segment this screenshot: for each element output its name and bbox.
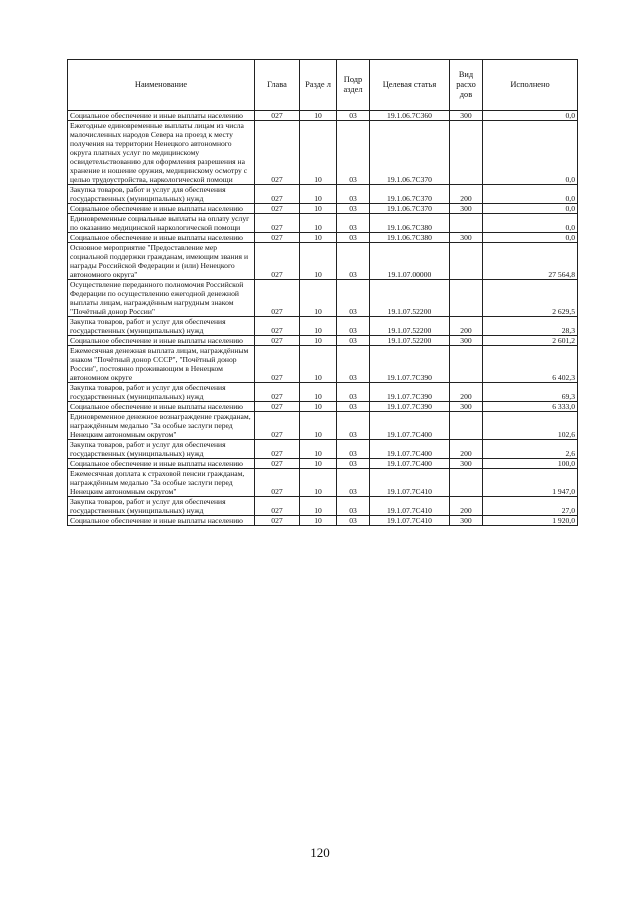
header-executed: Исполнено	[483, 60, 578, 111]
table-row	[68, 516, 578, 526]
cell-executed: 1 947,0	[483, 469, 578, 497]
table-row	[68, 383, 578, 402]
cell-glava: 027	[255, 111, 300, 121]
cell-executed: 0,0	[483, 121, 578, 185]
budget-table	[67, 59, 578, 526]
cell-target: 19.1.07.7С410	[370, 469, 450, 497]
table-row	[68, 214, 578, 233]
cell-vid	[450, 214, 483, 233]
cell-glava: 027	[255, 233, 300, 243]
cell-podrazdel: 03	[337, 233, 370, 243]
cell-target: 19.1.07.7С390	[370, 346, 450, 383]
cell-glava: 027	[255, 214, 300, 233]
cell-podrazdel: 03	[337, 214, 370, 233]
cell-podrazdel: 03	[337, 121, 370, 185]
cell-podrazdel: 03	[337, 111, 370, 121]
cell-razdel: 10	[300, 214, 337, 233]
cell-executed: 0,0	[483, 111, 578, 121]
cell-name: Ежемесячная денежная выплата лицам, награждённым знаком "Почётный донор СССР", "Почётный донор России", постоянно проживающим в Ненецком автономном округе	[68, 346, 255, 383]
cell-glava: 027	[255, 204, 300, 214]
header-podrazdel: Подр аздел	[337, 60, 370, 111]
cell-podrazdel: 03	[337, 383, 370, 402]
cell-razdel: 10	[300, 497, 337, 516]
cell-executed: 6 402,3	[483, 346, 578, 383]
cell-executed: 27,0	[483, 497, 578, 516]
cell-target: 19.1.06.7С380	[370, 233, 450, 243]
cell-podrazdel: 03	[337, 280, 370, 317]
cell-vid: 200	[450, 185, 483, 204]
cell-executed: 2 601,2	[483, 336, 578, 346]
cell-target: 19.1.06.7С360	[370, 111, 450, 121]
cell-glava: 027	[255, 469, 300, 497]
table-row	[68, 336, 578, 346]
header-razdel: Разде л	[300, 60, 337, 111]
cell-vid	[450, 243, 483, 280]
cell-vid	[450, 469, 483, 497]
table-body	[68, 111, 578, 526]
cell-target: 19.1.07.7С390	[370, 383, 450, 402]
cell-target: 19.1.07.7С410	[370, 497, 450, 516]
cell-razdel: 10	[300, 111, 337, 121]
cell-target: 19.1.07.7С400	[370, 459, 450, 469]
cell-vid: 300	[450, 516, 483, 526]
page-number: 120	[310, 845, 330, 860]
cell-target: 19.1.07.52200	[370, 280, 450, 317]
cell-glava: 027	[255, 243, 300, 280]
table-row	[68, 204, 578, 214]
table-row	[68, 346, 578, 383]
cell-target: 19.1.07.7С400	[370, 440, 450, 459]
cell-executed: 100,0	[483, 459, 578, 469]
cell-executed: 2 629,5	[483, 280, 578, 317]
table-row	[68, 402, 578, 412]
cell-glava: 027	[255, 346, 300, 383]
cell-target: 19.1.07.7С410	[370, 516, 450, 526]
cell-razdel: 10	[300, 317, 337, 336]
cell-glava: 027	[255, 402, 300, 412]
cell-name: Закупка товаров, работ и услуг для обеспечения государственных (муниципальных) нужд	[68, 317, 255, 336]
cell-target: 19.1.07.52200	[370, 317, 450, 336]
cell-name: Осуществление переданного полномочия Российской Федерации по осуществлению ежегодной денежной выплаты лицам, награждённым нагрудным знаком "Почётный донор России"	[68, 280, 255, 317]
cell-glava: 027	[255, 280, 300, 317]
cell-name: Социальное обеспечение и иные выплаты населению	[68, 459, 255, 469]
budget-table-container	[67, 59, 577, 526]
cell-glava: 027	[255, 516, 300, 526]
cell-vid	[450, 280, 483, 317]
cell-glava: 027	[255, 336, 300, 346]
cell-podrazdel: 03	[337, 440, 370, 459]
cell-name: Социальное обеспечение и иные выплаты населению	[68, 402, 255, 412]
cell-razdel: 10	[300, 346, 337, 383]
cell-executed: 2,6	[483, 440, 578, 459]
cell-razdel: 10	[300, 336, 337, 346]
cell-name: Социальное обеспечение и иные выплаты населению	[68, 233, 255, 243]
cell-glava: 027	[255, 317, 300, 336]
cell-target: 19.1.06.7С380	[370, 214, 450, 233]
header-glava: Глава	[255, 60, 300, 111]
cell-executed: 0,0	[483, 214, 578, 233]
cell-name: Социальное обеспечение и иные выплаты населению	[68, 336, 255, 346]
cell-podrazdel: 03	[337, 469, 370, 497]
cell-executed: 0,0	[483, 233, 578, 243]
cell-name: Закупка товаров, работ и услуг для обеспечения государственных (муниципальных) нужд	[68, 497, 255, 516]
table-row	[68, 440, 578, 459]
header-vid: Вид расхо дов	[450, 60, 483, 111]
cell-name: Единовременные социальные выплаты на оплату услуг по оказанию медицинской наркологической помощи	[68, 214, 255, 233]
cell-razdel: 10	[300, 469, 337, 497]
header-name: Наименование	[68, 60, 255, 111]
cell-target: 19.1.06.7С370	[370, 121, 450, 185]
cell-podrazdel: 03	[337, 497, 370, 516]
table-row	[68, 317, 578, 336]
header-target: Целевая статья	[370, 60, 450, 111]
cell-razdel: 10	[300, 402, 337, 412]
table-row	[68, 459, 578, 469]
cell-razdel: 10	[300, 204, 337, 214]
cell-podrazdel: 03	[337, 402, 370, 412]
cell-glava: 027	[255, 497, 300, 516]
cell-razdel: 10	[300, 185, 337, 204]
cell-vid	[450, 121, 483, 185]
cell-vid: 200	[450, 440, 483, 459]
cell-target: 19.1.07.52200	[370, 336, 450, 346]
cell-podrazdel: 03	[337, 516, 370, 526]
cell-vid: 300	[450, 402, 483, 412]
cell-razdel: 10	[300, 243, 337, 280]
cell-vid	[450, 346, 483, 383]
cell-executed: 28,3	[483, 317, 578, 336]
cell-glava: 027	[255, 121, 300, 185]
cell-vid: 300	[450, 111, 483, 121]
cell-glava: 027	[255, 185, 300, 204]
cell-executed: 0,0	[483, 204, 578, 214]
cell-podrazdel: 03	[337, 412, 370, 440]
cell-name: Закупка товаров, работ и услуг для обеспечения государственных (муниципальных) нужд	[68, 440, 255, 459]
cell-podrazdel: 03	[337, 243, 370, 280]
cell-vid: 300	[450, 233, 483, 243]
cell-name: Основное мероприятие "Предоставление мер социальной поддержки гражданам, имеющим звания и награды Российской Федерации и (или) Ненецкого автономного округа"	[68, 243, 255, 280]
cell-name: Ежемесячная доплата к страховой пенсии гражданам, награждённым медалью "За особые заслуги перед Ненецким автономным округом"	[68, 469, 255, 497]
cell-executed: 1 920,0	[483, 516, 578, 526]
table-row	[68, 121, 578, 185]
table-row	[68, 233, 578, 243]
cell-vid: 200	[450, 317, 483, 336]
cell-vid	[450, 412, 483, 440]
cell-executed: 0,0	[483, 185, 578, 204]
cell-vid: 200	[450, 383, 483, 402]
cell-razdel: 10	[300, 233, 337, 243]
cell-name: Социальное обеспечение и иные выплаты населению	[68, 204, 255, 214]
cell-executed: 69,3	[483, 383, 578, 402]
cell-target: 19.1.07.7С400	[370, 412, 450, 440]
cell-podrazdel: 03	[337, 204, 370, 214]
cell-target: 19.1.06.7С370	[370, 185, 450, 204]
table-row	[68, 469, 578, 497]
cell-razdel: 10	[300, 280, 337, 317]
cell-target: 19.1.07.7С390	[370, 402, 450, 412]
cell-executed: 27 564,8	[483, 243, 578, 280]
cell-executed: 6 333,0	[483, 402, 578, 412]
cell-executed: 102,6	[483, 412, 578, 440]
cell-vid: 300	[450, 336, 483, 346]
cell-name: Социальное обеспечение и иные выплаты населению	[68, 111, 255, 121]
table-header-row	[68, 60, 578, 111]
table-row	[68, 280, 578, 317]
cell-razdel: 10	[300, 440, 337, 459]
table-row	[68, 412, 578, 440]
table-row	[68, 111, 578, 121]
cell-vid: 200	[450, 497, 483, 516]
cell-target: 19.1.07.00000	[370, 243, 450, 280]
cell-razdel: 10	[300, 121, 337, 185]
cell-glava: 027	[255, 412, 300, 440]
cell-podrazdel: 03	[337, 317, 370, 336]
cell-name: Социальное обеспечение и иные выплаты населению	[68, 516, 255, 526]
cell-razdel: 10	[300, 516, 337, 526]
cell-vid: 300	[450, 204, 483, 214]
cell-glava: 027	[255, 440, 300, 459]
cell-razdel: 10	[300, 383, 337, 402]
cell-name: Единовременное денежное вознаграждение гражданам, награждённым медалью "За особые заслуги перед Ненецким автономным округом"	[68, 412, 255, 440]
table-row	[68, 243, 578, 280]
cell-name: Закупка товаров, работ и услуг для обеспечения государственных (муниципальных) нужд	[68, 383, 255, 402]
table-row	[68, 497, 578, 516]
cell-name: Закупка товаров, работ и услуг для обеспечения государственных (муниципальных) нужд	[68, 185, 255, 204]
cell-podrazdel: 03	[337, 336, 370, 346]
cell-podrazdel: 03	[337, 185, 370, 204]
cell-podrazdel: 03	[337, 346, 370, 383]
cell-razdel: 10	[300, 459, 337, 469]
cell-target: 19.1.06.7С370	[370, 204, 450, 214]
cell-name: Ежегодные единовременные выплаты лицам из числа малочисленных народов Севера на проезд к месту получения на территории Ненецкого автономного округа платных услуг по медицинскому освидетельствованию для оформления разрешения на хранение и ношение оружия, медицинскому осмотру с целью трудоустройства, наркологической помощи	[68, 121, 255, 185]
cell-glava: 027	[255, 383, 300, 402]
cell-vid: 300	[450, 459, 483, 469]
table-row	[68, 185, 578, 204]
cell-razdel: 10	[300, 412, 337, 440]
cell-podrazdel: 03	[337, 459, 370, 469]
cell-glava: 027	[255, 459, 300, 469]
